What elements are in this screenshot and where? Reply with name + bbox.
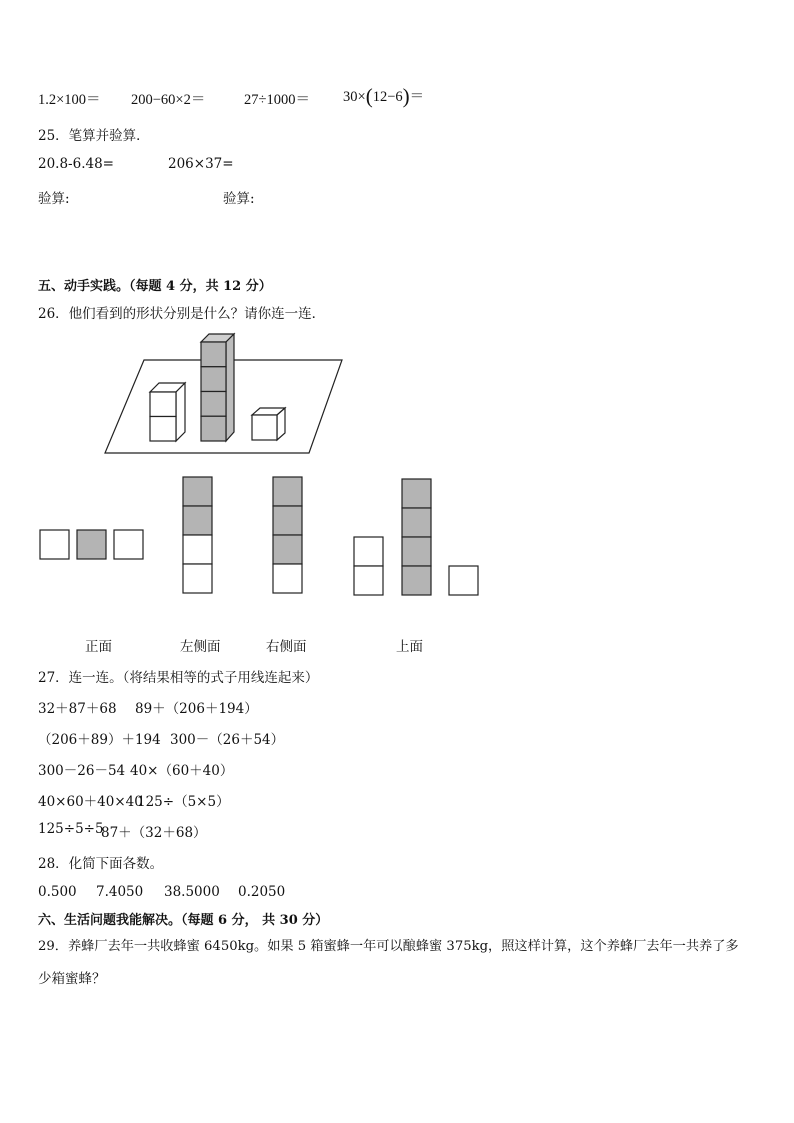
q27-right-5: 87＋（32＋68）: [101, 825, 207, 841]
oral-expr-3: 27÷1000＝: [244, 92, 310, 108]
q28-number-3: 38.5000: [164, 884, 220, 900]
open-paren: (: [365, 84, 373, 108]
q27-left-2: （206＋89）＋194: [38, 732, 161, 748]
oral-expr-2: 200−60×2＝: [131, 92, 206, 108]
view-option-three-columns: [354, 479, 478, 595]
q25-expr-1: 20.8-6.48=: [38, 156, 114, 172]
q28-number-2: 7.4050: [96, 884, 144, 900]
q26-title: 26．他们看到的形状分别是什么？请你连一连．: [38, 306, 326, 322]
oral-expr-4-prefix: 30×: [343, 89, 366, 105]
q25-check-1: 验算:: [38, 191, 70, 207]
q28-number-4: 0.2050: [238, 884, 286, 900]
view-option-row-of-three: [40, 530, 143, 559]
view-label-front: 正面: [85, 639, 112, 655]
q29-text-line-2: 少箱蜜蜂？: [38, 971, 106, 987]
q27-right-4: 125÷（5×5）: [137, 794, 230, 810]
q27-left-5: 125÷5÷5: [38, 821, 104, 837]
q29-text-line-1: 29．养蜂厂去年一共收蜂蜜 6450kg。如果 5 箱蜜蜂一年可以酿蜂蜜 375kg，照这样计算，这个养蜂厂去年一共养了多: [38, 939, 739, 954]
single-cube: [252, 408, 285, 440]
oral-expr-4-inner: 12−6: [372, 89, 403, 105]
q25-check-2: 验算:: [223, 191, 255, 207]
view-label-right: 右侧面: [266, 639, 307, 655]
section-6-title: 六、生活问题我能解决。（每题 6 分， 共 30 分）: [38, 913, 329, 928]
oral-expr-4-suffix: ＝: [409, 89, 425, 105]
oral-expr-1: 1.2×100＝: [38, 92, 101, 108]
q27-title: 27．连一连。（将结果相等的式子用线连起来）: [38, 670, 319, 686]
q27-right-1: 89＋（206＋194）: [135, 701, 258, 717]
q28-title: 28．化简下面各数。: [38, 856, 164, 872]
q27-left-3: 300－26－54: [38, 763, 126, 779]
left-cube-stack: [150, 383, 185, 441]
view-option-column-3-gray: [273, 477, 302, 593]
view-option-column-2-gray: [183, 477, 212, 593]
q27-right-2: 300－（26＋54）: [170, 732, 285, 748]
q27-left-4: 40×60＋40×40: [38, 794, 143, 810]
close-paren: ): [402, 84, 410, 108]
view-label-top: 上面: [396, 639, 423, 655]
section-5-title: 五、动手实践。（每题 4 分，共 12 分）: [38, 279, 272, 294]
view-label-left: 左侧面: [180, 639, 221, 655]
tall-cube-stack: [201, 334, 234, 441]
q27-left-1: 32＋87＋68: [38, 701, 117, 717]
q25-title: 25．笔算并验算．: [38, 128, 150, 144]
q27-right-3: 40×（60＋40）: [130, 763, 234, 779]
q28-number-1: 0.500: [38, 884, 77, 900]
q25-expr-2: 206×37=: [168, 156, 234, 172]
